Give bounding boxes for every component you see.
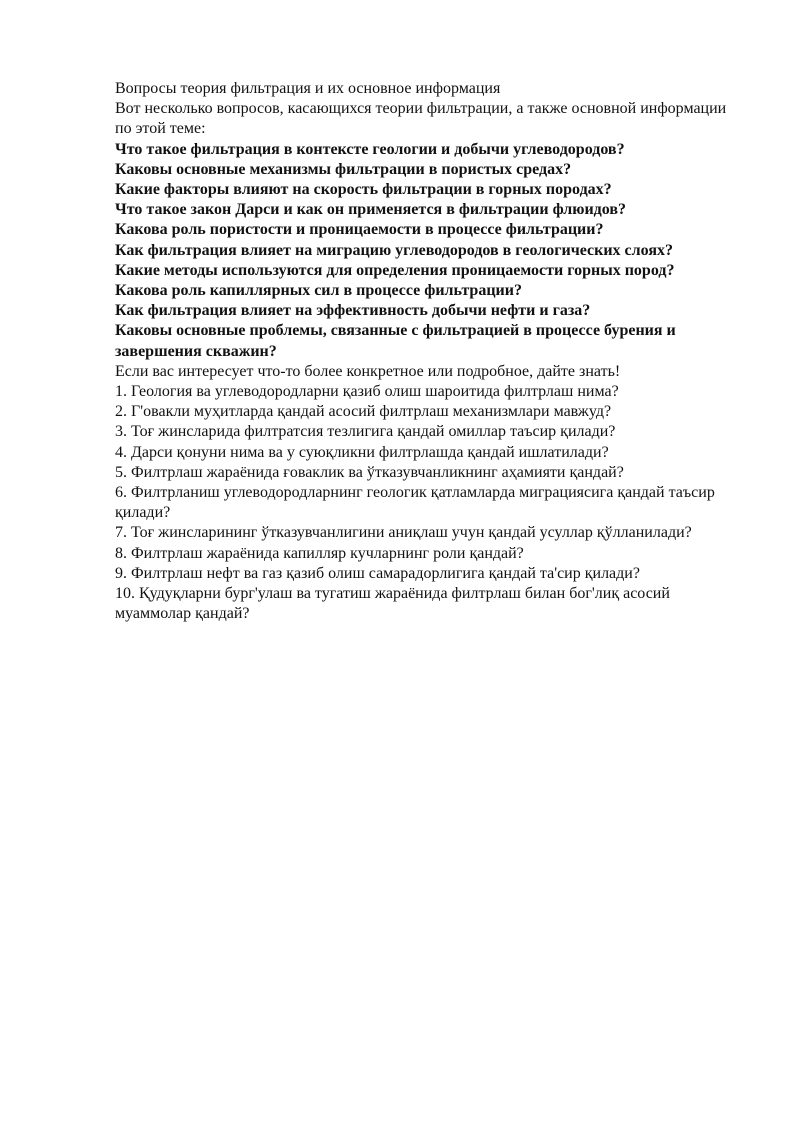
question-ru-3: Какие факторы влияют на скорость фильтрации в горных породах? xyxy=(115,181,612,199)
question-uz-5: 5. Филтрлаш жараёнида ғоваклик ва ўтказувчанликнинг аҳамияти қандай? xyxy=(115,463,624,481)
question-uz-3: 3. Тоғ жинсларида филтратсия тезлигига қандай омиллар таъсир қилади? xyxy=(115,423,616,441)
question-ru-1: Что такое фильтрация в контексте геологии и добычи углеводородов? xyxy=(115,140,625,158)
question-uz-10: 10. Қудуқларни бург'улаш ва тугатиш жараёнида филтрлаш билан бог'лиқ асосий муаммолар қандай? xyxy=(115,585,670,623)
question-ru-5: Какова роль пористости и проницаемости в процессе фильтрации? xyxy=(115,221,604,239)
document-closing: Если вас интересует что-то более конкретное или подробное, дайте знать! xyxy=(115,362,621,380)
russian-questions-list xyxy=(115,140,735,362)
question-uz-9: 9. Филтрлаш нефт ва газ қазиб олиш самарадорлигига қандай та'сир қилади? xyxy=(115,564,640,582)
question-ru-8: Какова роль капиллярных сил в процессе фильтрации? xyxy=(115,282,522,300)
question-uz-7: 7. Тоғ жинсларининг ўтказувчанлигини аниқлаш учун қандай усуллар қўлланилади? xyxy=(115,524,692,542)
question-ru-10: Каковы основные проблемы, связанные с фильтрацией в процессе бурения и завершения скважин? xyxy=(115,322,676,360)
document-heading: Вопросы теория фильтрация и их основное информация xyxy=(115,80,501,97)
question-uz-1: 1. Геология ва углеводородларни қазиб олиш шароитида филтрлаш нима? xyxy=(115,383,619,401)
uzbek-questions-list xyxy=(115,382,735,624)
question-uz-2: 2. Г'овакли муҳитларда қандай асосий филтрлаш механизмлари мавжуд? xyxy=(115,403,612,421)
question-ru-4: Что такое закон Дарси и как он применяется в фильтрации флюидов? xyxy=(115,201,626,219)
question-uz-4: 4. Дарси қонуни нима ва у суюқликни филтрлашда қандай ишлатилади? xyxy=(115,443,609,461)
question-ru-2: Каковы основные механизмы фильтрации в пористых средах? xyxy=(115,160,572,178)
question-ru-6: Как фильтрация влияет на миграцию углеводородов в геологических слоях? xyxy=(115,241,673,259)
document-page xyxy=(115,79,735,624)
document-intro: Вот несколько вопросов, касающихся теории фильтрации, а также основной информации по этой теме: xyxy=(115,100,727,138)
question-ru-7: Какие методы используются для определения проницаемости горных пород? xyxy=(115,261,675,279)
question-uz-6: 6. Филтрланиш углеводородларнинг геологик қатламларда миграциясига қандай таъсир қилади? xyxy=(115,484,715,522)
question-ru-9: Как фильтрация влияет на эффективность добычи нефти и газа? xyxy=(115,302,591,320)
question-uz-8: 8. Филтрлаш жараёнида капилляр кучларнинг роли қандай? xyxy=(115,544,524,562)
